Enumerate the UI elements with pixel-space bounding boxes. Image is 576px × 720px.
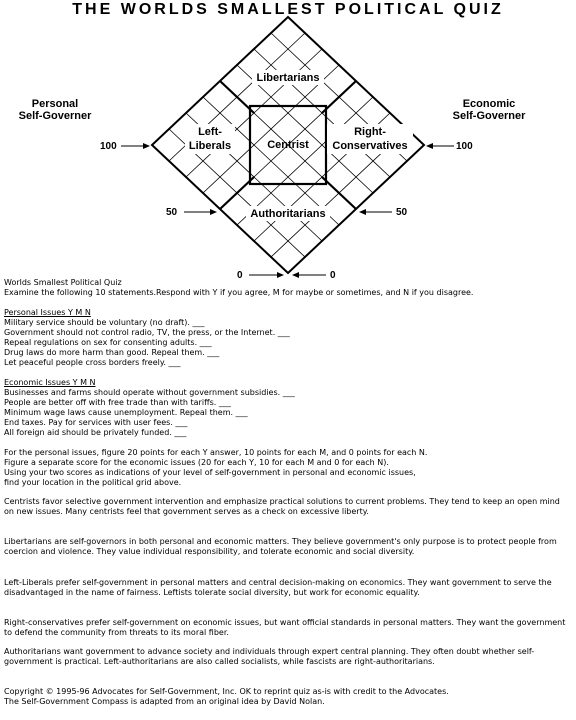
personal-issue-4[interactable]: Drug laws do more harm than good. Repeal them. ___ [4, 348, 220, 357]
right-label-line-2: Self-Governer [452, 110, 526, 122]
centrist-label: Centrist [267, 139, 309, 151]
right-conservatives-label-line-2: Conservatives [332, 140, 408, 152]
scale-left-0: 0 [237, 270, 243, 281]
scoring-line-3: Using your two scores as indications of your level of self-government in personal and economic issues, [4, 468, 416, 477]
arrow-left-50-head [210, 209, 217, 215]
centrists-description: Centrists favor selective government intervention and emphasize practical solutions to current problems. They tend to keep an open mind on new issues. Many centrists feel that government serves as a check on excessive liberty. [4, 497, 563, 517]
economic-issues-heading: Economic Issues Y M N [4, 378, 96, 387]
left-liberals-label-line-1: Left- [198, 126, 222, 138]
right-conservatives-description: Right-conservatives prefer self-government on economic issues, but want official standards in personal matters. They want the government to defend the community from threats to its moral fiber. [4, 618, 568, 638]
left-label-line-2: Self-Governer [18, 110, 92, 122]
copyright-line-1: Copyright © 1995-96 Advocates for Self-Government, Inc. OK to reprint quiz as-is with credit to the Advocates. [4, 687, 449, 696]
left-liberals-description: Left-Liberals prefer self-government in personal matters and central decision-making on economics. They want government to serve the disadvantaged in the name of fairness. Leftists tolerate social diversity, but work for economic equality. [4, 578, 555, 598]
authoritarians-description: Authoritarians want government to advance society and individuals through expert central planning. They often doubt whether self-government is practical. Left-authoritarians are also called socialists, while fascists are right-authoritarians. [4, 647, 535, 667]
scoring-line-1: For the personal issues, figure 20 points for each Y answer, 10 points for each M, and 0 points for each N. [4, 448, 428, 457]
personal-issues-heading: Personal Issues Y M N [4, 308, 91, 317]
economic-issue-5[interactable]: All foreign aid should be privately funded. ___ [4, 428, 187, 437]
economic-issue-4[interactable]: End taxes. Pay for services with user fees. ___ [4, 418, 188, 427]
political-compass-diagram [0, 0, 576, 282]
libertarians-description: Libertarians are self-governors in both personal and economic matters. They believe government's only purpose is to protect people from coercion and violence. They value individual responsibility, and tolerate economic and social diversity. [4, 537, 560, 557]
arrow-right-50-head [359, 209, 366, 215]
right-label-line-1: Economic [462, 98, 516, 110]
scale-right-100: 100 [456, 141, 473, 152]
arrow-left-100-head [143, 143, 150, 149]
left-liberals-label-line-2: Liberals [188, 140, 232, 152]
personal-issue-5[interactable]: Let peaceful people cross borders freely. ___ [4, 358, 181, 367]
page-title: THE WORLDS SMALLEST POLITICAL QUIZ [72, 1, 504, 18]
right-conservatives-label-line-1: Right- [354, 126, 386, 138]
scoring-line-4: find your location in the political grid above. [4, 478, 182, 487]
scale-left-50: 50 [166, 207, 178, 218]
libertarians-label: Libertarians [256, 72, 320, 84]
scale-right-50: 50 [396, 207, 408, 218]
personal-issue-3[interactable]: Repeal regulations on sex for consenting adults. ___ [4, 338, 212, 347]
economic-issue-3[interactable]: Minimum wage laws cause unemployment. Repeal them. ___ [4, 408, 248, 417]
left-label-line-1: Personal [31, 98, 79, 110]
quiz-instructions: Examine the following 10 statements.Respond with Y if you agree, M for maybe or sometimes, and N if you disagree. [4, 288, 474, 297]
arrow-right-100-head [426, 143, 433, 149]
personal-issue-2[interactable]: Government should not control radio, TV, the press, or the Internet. ___ [4, 328, 290, 337]
scale-right-0: 0 [330, 270, 336, 281]
quiz-heading: Worlds Smallest Political Quiz [4, 278, 122, 287]
economic-issue-1[interactable]: Businesses and farms should operate without government subsidies. ___ [4, 388, 295, 397]
copyright-line-2: The Self-Government Compass is adapted from an original idea by David Nolan. [4, 697, 325, 706]
scoring-line-2: Figure a separate score for the economic issues (20 for each Y, 10 for each M and 0 for each N). [4, 458, 389, 467]
personal-issue-1[interactable]: Military service should be voluntary (no draft). ___ [4, 318, 205, 327]
scale-left-100: 100 [100, 141, 117, 152]
economic-issue-2[interactable]: People are better off with free trade than with tariffs. ___ [4, 398, 231, 407]
authoritarians-label: Authoritarians [250, 208, 326, 220]
